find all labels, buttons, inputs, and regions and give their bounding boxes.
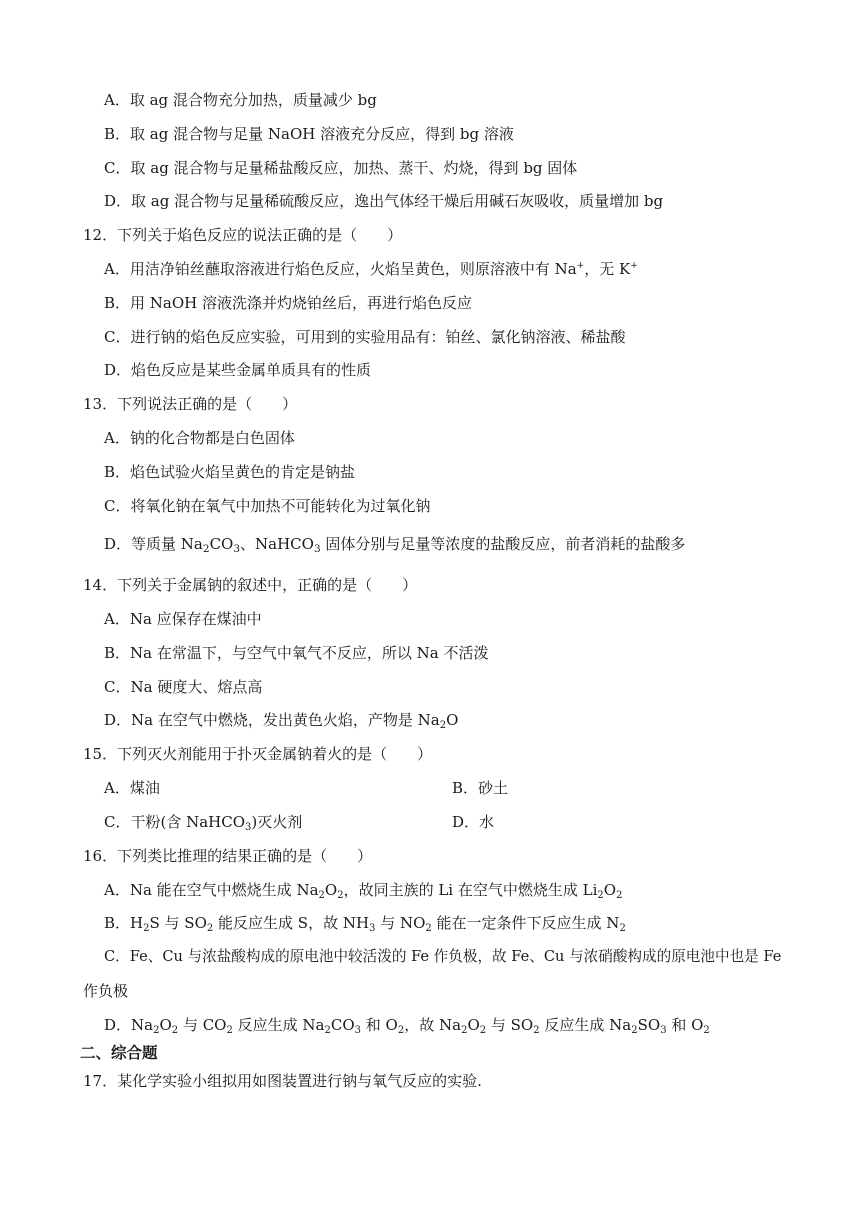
q15-option-c: C．干粉(含 NaHCO$_3$)灭火剂: [104, 813, 303, 833]
q14-option-c: C．Na 硬度大、熔点高: [104, 678, 263, 696]
q12-option-a: A．用洁净铂丝蘸取溶液进行焰色反应，火焰呈黄色，则原溶液中有 Na+，无 K+: [104, 260, 638, 278]
q17-stem: 17．某化学实验小组拟用如图装置进行钠与氧气反应的实验.: [83, 1072, 482, 1090]
q13-option-c: C．将氧化钠在氧气中加热不可能转化为过氧化钠: [104, 497, 431, 515]
q13-option-d: D．等质量 $Na_2CO_3$、NaHCO$_3$ 固体分别与足量等浓度的盐酸反应，前者消耗的盐酸多: [104, 535, 686, 555]
q12-stem: 12．下列关于焰色反应的说法正确的是（ ）: [83, 226, 403, 244]
q15-option-d: D．水: [452, 813, 495, 831]
q12-option-d: D．焰色反应是某些金属单质具有的性质: [104, 361, 372, 379]
q13-option-a: A．钠的化合物都是白色固体: [104, 429, 295, 447]
q15-option-b: B．砂土: [452, 779, 509, 797]
q13-stem: 13．下列说法正确的是（ ）: [83, 395, 298, 413]
section-heading: 二、综合题: [80, 1044, 158, 1062]
q12-option-b: B．用 NaOH 溶液洗涤并灼烧铂丝后，再进行焰色反应: [104, 294, 473, 312]
q14-option-a: A．Na 应保存在煤油中: [104, 610, 262, 628]
q16-stem: 16．下列类比推理的结果正确的是（ ）: [83, 847, 373, 865]
q15-option-a: A．煤油: [104, 779, 160, 797]
q16-option-a: A．Na 能在空气中燃烧生成 $Na_2O_2$，故同主族的 Li 在空气中燃烧生成 $Li_2O_2$: [104, 881, 623, 901]
q11-option-b: B．取 ag 混合物与足量 NaOH 溶液充分反应，得到 bg 溶液: [104, 125, 514, 143]
q11-option-c: C．取 ag 混合物与足量稀盐酸反应，加热、蒸干、灼烧，得到 bg 固体: [104, 159, 578, 177]
q14-option-d: D．Na 在空气中燃烧，发出黄色火焰，产物是 $Na_2O$: [104, 711, 459, 731]
q11-option-d: D．取 ag 混合物与足量稀硫酸反应，逸出气体经干燥后用碱石灰吸收，质量增加 bg: [104, 192, 664, 210]
q16-option-c-line1: C．Fe、Cu 与浓盐酸构成的原电池中较活泼的 Fe 作负极，故 Fe、Cu 与浓硝酸构成的原电池中也是 Fe: [104, 948, 782, 965]
q16-option-d: D．$Na_2O_2$ 与 $CO_2$ 反应生成 $Na_2CO_3$ 和 $O_2$，故 $Na_2O_2$ 与 $SO_2$ 反应生成 $Na_2SO_3$ 和 $O_2$: [104, 1016, 710, 1036]
q11-option-a: A．取 ag 混合物充分加热，质量减少 bg: [104, 91, 377, 109]
q13-option-b: B．焰色试验火焰呈黄色的肯定是钠盐: [104, 463, 356, 481]
q15-stem: 15．下列灭火剂能用于扑灭金属钠着火的是（ ）: [83, 745, 433, 763]
q14-option-b: B．Na 在常温下，与空气中氧气不反应，所以 Na 不活泼: [104, 644, 489, 662]
q16-option-c-line2: 作负极: [83, 982, 129, 1000]
q12-option-c: C．进行钠的焰色反应实验，可用到的实验用品有：铂丝、氯化钠溶液、稀盐酸: [104, 328, 626, 346]
q14-stem: 14．下列关于金属钠的叙述中，正确的是（ ）: [83, 576, 418, 594]
q16-option-b: B．$H_2S$ 与 $SO_2$ 能反应生成 S，故 $NH_3$ 与 $NO_2$ 能在一定条件下反应生成 $N_2$: [104, 914, 626, 934]
